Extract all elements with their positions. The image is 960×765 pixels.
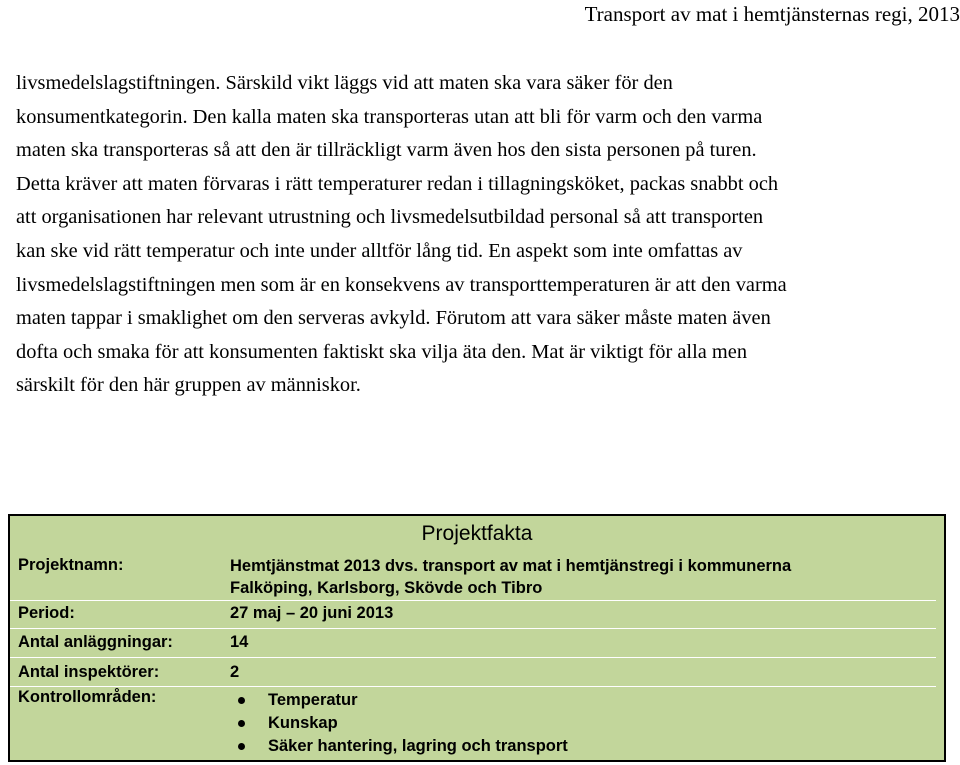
divider bbox=[10, 686, 936, 687]
bullet-icon bbox=[238, 743, 245, 750]
bullet-icon bbox=[238, 697, 245, 704]
divider bbox=[10, 628, 936, 629]
period-label: Period: bbox=[18, 604, 75, 622]
body-line: att organisationen har relevant utrustning och livsmedelsutbildad personal så att transporten bbox=[16, 206, 764, 229]
factbox-title: Projektfakta bbox=[421, 522, 533, 545]
inspectors-value: 2 bbox=[230, 663, 240, 681]
body-line: konsumentkategorin. Den kalla maten ska transporteras utan att bli för varm och den varma bbox=[16, 105, 763, 128]
list-item bbox=[232, 689, 568, 712]
body-line: maten ska transporteras så att den är tillräckligt varm även hos den sista personen på turen. bbox=[16, 139, 757, 162]
control-area-text: Säker hantering, lagring och transport bbox=[268, 737, 568, 755]
control-areas-list bbox=[232, 689, 568, 758]
bullet-icon bbox=[238, 720, 245, 727]
control-areas-label: Kontrollområden: bbox=[18, 688, 157, 706]
project-name-value bbox=[230, 555, 791, 599]
list-item bbox=[232, 735, 568, 758]
project-name-line-1: Hemtjänstmat 2013 dvs. transport av mat i hemtjänstregi i kommunerna bbox=[230, 557, 792, 575]
project-facts-box bbox=[8, 514, 946, 762]
list-item bbox=[232, 712, 568, 735]
project-name-label: Projektnamn: bbox=[18, 556, 124, 574]
facilities-label: Antal anläggningar: bbox=[18, 633, 173, 651]
period-value: 27 maj – 20 juni 2013 bbox=[230, 604, 394, 622]
body-line: livsmedelslagstiftningen. Särskild vikt läggs vid att maten ska vara säker för den bbox=[16, 72, 673, 94]
body-line: dofta och smaka för att konsumenten faktiskt ska vilja äta den. Mat är viktigt för alla men bbox=[16, 340, 748, 363]
body-line: maten tappar i smaklighet om den serveras avkyld. Förutom att vara säker måste maten även bbox=[16, 307, 771, 330]
running-header: Transport av mat i hemtjänsternas regi, 2013 bbox=[584, 2, 960, 26]
control-area-text: Temperatur bbox=[268, 691, 358, 709]
divider bbox=[10, 600, 936, 601]
inspectors-label: Antal inspektörer: bbox=[18, 663, 160, 681]
body-line: kan ske vid rätt temperatur och inte under alltför lång tid. En aspekt som inte omfattas av bbox=[16, 239, 743, 262]
control-area-text: Kunskap bbox=[268, 714, 338, 732]
body-line: särskilt för den här gruppen av människor. bbox=[16, 374, 361, 397]
body-line: livsmedelslagstiftningen men som är en konsekvens av transporttemperaturen är att den varma bbox=[16, 273, 787, 296]
body-paragraph bbox=[16, 67, 960, 403]
divider bbox=[10, 657, 936, 658]
facilities-value: 14 bbox=[230, 633, 249, 651]
project-name-line-2: Falköping, Karlsborg, Skövde och Tibro bbox=[230, 579, 543, 597]
body-line: Detta kräver att maten förvaras i rätt temperaturer redan i tillagningsköket, packas snabbt och bbox=[16, 172, 779, 195]
